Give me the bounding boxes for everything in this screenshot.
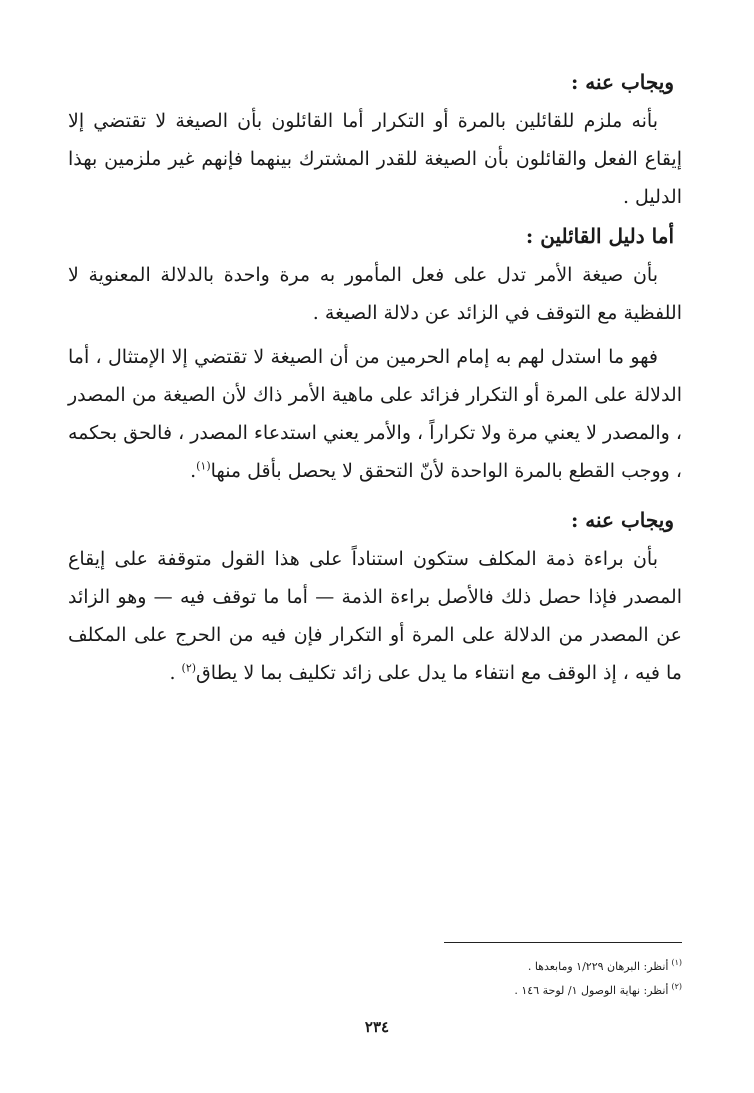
- footnote-1-number: (١): [671, 958, 682, 968]
- page-number: ٢٣٤: [364, 1018, 390, 1036]
- footnote-1-text: أنظر: البرهان ١/٢٢٩ ومابعدها .: [527, 960, 669, 973]
- footnote-2-text: أنظر: نهاية الوصول ١/ لوحة ١٤٦ .: [514, 984, 669, 997]
- section-heading-response-1: ويجاب عنه :: [570, 70, 674, 94]
- main-text: [68, 62, 682, 692]
- footnote-2: [200, 979, 682, 1003]
- paragraph-evidence-argument: [68, 338, 682, 490]
- paragraph-response-2: [68, 540, 682, 692]
- footnote-reference-1[interactable]: (١): [196, 459, 211, 473]
- footnote-reference-2[interactable]: (٢): [181, 661, 197, 675]
- footnote-1: [200, 955, 682, 979]
- paragraph-evidence-argument-end: .: [190, 460, 197, 482]
- footnotes: [200, 955, 682, 1003]
- footnote-divider: [444, 942, 682, 943]
- section-heading-response-2: ويجاب عنه :: [570, 508, 674, 532]
- section-heading-evidence: أما دليل القائلين :: [525, 224, 674, 248]
- paragraph-response-1: بأنه ملزم للقائلين بالمرة أو التكرار أما القائلون بأن الصيغة لا تقتضي إلا إيقاع الفعل والقائلون بأن الصيغة للقدر المشترك بينهما فإنهم غير ملزمين بهذا الدليل .: [68, 110, 682, 208]
- paragraph-evidence-claim: بأن صيغة الأمر تدل على فعل المأمور به مرة واحدة بالدلالة المعنوية لا اللفظية مع التوقف في الزائد عن دلالة الصيغة .: [68, 264, 682, 324]
- paragraph-response-2-text: بأن براءة ذمة المكلف ستكون استناداً على هذا القول متوقفة على إيقاع المصدر فإذا حصل ذلك فالأصل براءة الذمة — أما ما توقف فيه — وهو الزائد عن المصدر من الدلالة على المرة أو التكرار فإن فيه من الحرج على المكلف ما فيه ، إذ الوقف مع انتفاء ما يدل على زائد تكليف بما لا يطاق: [68, 548, 682, 684]
- paragraph-evidence-argument-text: فهو ما استدل لهم به إمام الحرمين من أن الصيغة لا تقتضي إلا الإمتثال ، أما الدلالة على المرة أو التكرار فزائد على ماهية الأمر ذاك لأن الصيغة من المصدر ، والمصدر لا يعني مرة ولا تكراراً ، والأمر يعني استدعاء المصدر ، فالحق بحكمه ، ووجب القطع بالمرة الواحدة لأنّ التحقق لا يحصل بأقل منها: [68, 346, 682, 482]
- footnote-2-number: (٢): [671, 982, 682, 992]
- paragraph-response-2-end: .: [169, 662, 182, 684]
